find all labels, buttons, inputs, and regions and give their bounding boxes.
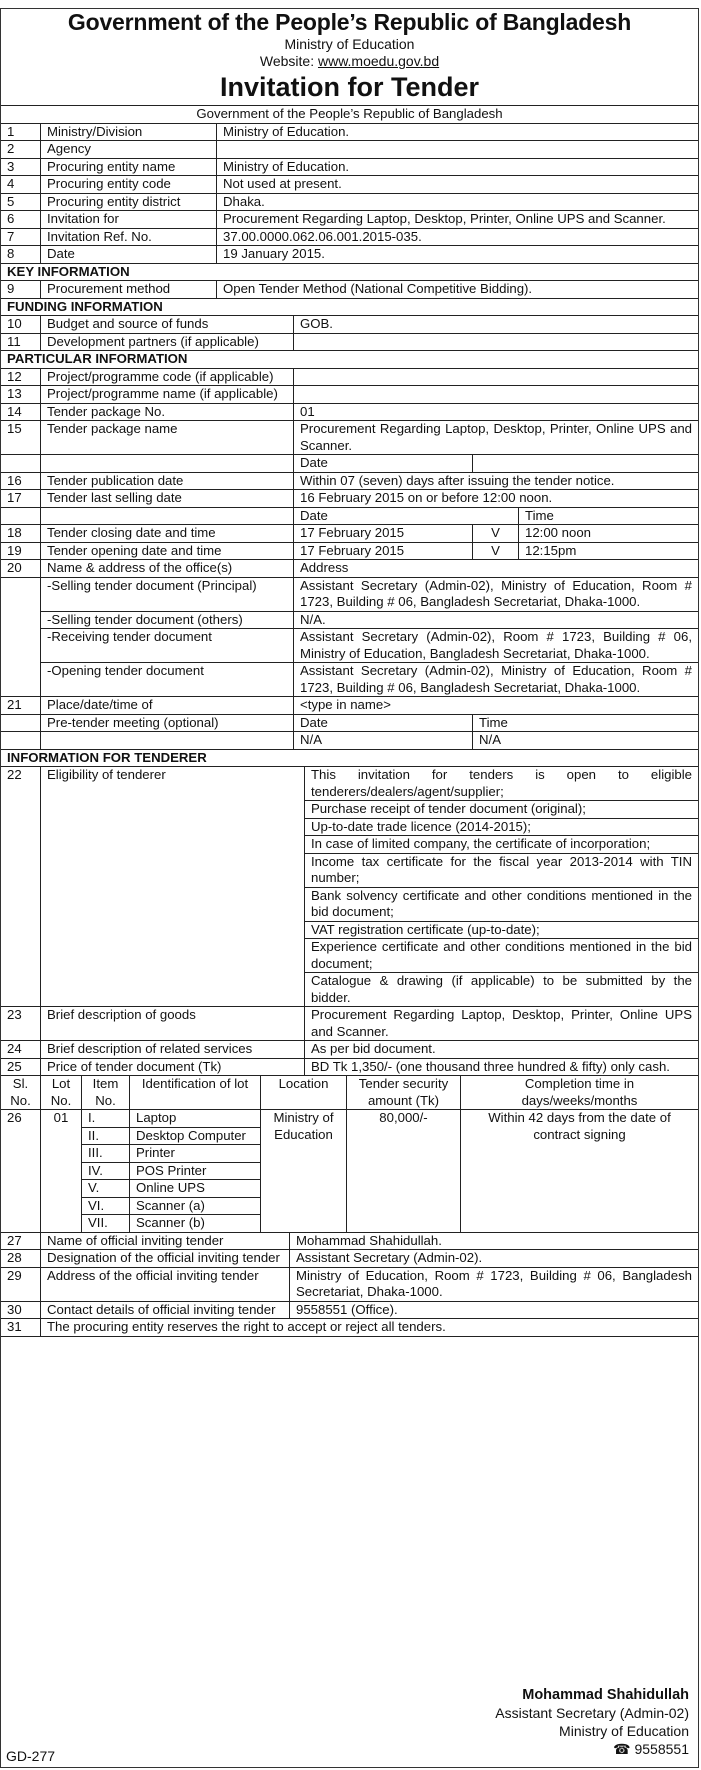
key-info-title: KEY INFORMATION [1,263,699,281]
row-label: Tender closing date and time [41,525,294,543]
row-value: Open Tender Method (National Competitive Bidding). [217,281,699,299]
item-name: Laptop [130,1110,261,1128]
row-num: 14 [1,403,41,421]
empty-cell [41,455,294,473]
row-5 [1,193,699,211]
row-label: Name & address of the office(s) [41,560,294,578]
row-label: Procuring entity name [41,158,217,176]
item-no: III. [82,1145,130,1163]
row-label: Project/programme code (if applicable) [41,368,294,386]
row-label: Ministry/Division [41,123,217,141]
row-value: Within 07 (seven) days after issuing the tender notice. [294,472,699,490]
row-num: 11 [1,333,41,351]
meeting-date: N/A [294,732,473,750]
office-rows [1,577,699,697]
empty-cell [1,714,41,732]
row-17 [1,490,699,508]
eligibility-item: This invitation for tenders is open to eligible tenderers/dealers/agent/supplier; [305,767,699,801]
row-value: Procurement Regarding Laptop, Desktop, Printer, Online UPS and Scanner. [305,1007,699,1041]
row-25 [1,1058,699,1076]
tenderer-title-row [1,749,699,767]
row-num: 3 [1,158,41,176]
item-header: Item No. [82,1076,130,1110]
signatory-name: Mohammad Shahidullah [522,1687,689,1703]
row-value: 16 February 2015 on or before 12:00 noon. [294,490,699,508]
office-label: -Selling tender document (Principal) [41,577,294,611]
row-label: Designation of the official inviting tender [41,1250,290,1268]
office-address: Assistant Secretary (Admin-02), Ministry of Education, Room # 1723, Building # 06, Bangladesh Secretariat, Dhaka-1000. [294,577,699,611]
office-label: -Selling tender document (others) [41,611,294,629]
website-line [0,53,699,70]
row-label: Address of the official inviting tender [41,1267,290,1301]
row-label: Tender last selling date [41,490,294,508]
eligibility-rows [1,767,699,1007]
row-label: Tender package No. [41,403,294,421]
item-no: V. [82,1180,130,1198]
row-label: Development partners (if applicable) [41,333,294,351]
sl-header: Sl. No. [1,1076,41,1110]
signatory-ministry: Ministry of Education [559,1723,689,1739]
closing-v: V [473,525,519,543]
row-11 [1,333,699,351]
row-28 [1,1250,699,1268]
office-row [1,577,699,611]
row-label: Contact details of official inviting tender [41,1301,290,1319]
item-name: Desktop Computer [130,1127,261,1145]
date-header: Date [294,714,473,732]
row-num: 30 [1,1301,41,1319]
row-23 [1,1007,699,1041]
row-6 [1,211,699,229]
item-no: VI. [82,1197,130,1215]
row-label: Project/programme name (if applicable) [41,386,294,404]
office-row [1,629,699,663]
row-value [294,333,699,351]
meeting-time: N/A [473,732,699,750]
item-name: Scanner (b) [130,1215,261,1233]
particular-title: PARTICULAR INFORMATION [1,351,699,369]
row-8 [1,246,699,264]
row-value: 19 January 2015. [217,246,699,264]
office-label: -Opening tender document [41,663,294,697]
row-num: 24 [1,1041,41,1059]
row-num: 27 [1,1232,41,1250]
notice-header [0,8,699,104]
row-num: 4 [1,176,41,194]
signature-block [495,1686,689,1758]
date-time-header-row [1,507,699,525]
item-name: Printer [130,1145,261,1163]
item-no: IV. [82,1162,130,1180]
row-19 [1,542,699,560]
office-row [1,663,699,697]
row-13 [1,386,699,404]
empty-cell [1,732,41,750]
row-num: 31 [1,1319,41,1337]
row-1 [1,123,699,141]
eligibility-item: Income tax certificate for the fiscal year 2013-2014 with TIN number; [305,853,699,887]
lot-security: 80,000/- [347,1110,461,1233]
particular-info-table [0,298,699,750]
office-label: -Receiving tender document [41,629,294,663]
row-num: 19 [1,542,41,560]
row-num: 28 [1,1250,41,1268]
row-value: Mohammad Shahidullah. [290,1232,699,1250]
row-num: 16 [1,472,41,490]
row-value: Procurement Regarding Laptop, Desktop, Printer, Online UPS and Scanner. [294,421,699,455]
row-2 [1,141,699,159]
closing-date: 17 February 2015 [294,525,473,543]
row-21a [1,697,699,715]
general-info-table [0,105,699,299]
row-num: 25 [1,1058,41,1076]
row-27 [1,1232,699,1250]
row-label: Invitation for [41,211,217,229]
row-14 [1,403,699,421]
row-value [294,386,699,404]
row-12 [1,368,699,386]
row-value: Ministry of Education, Room # 1723, Building # 06, Bangladesh Secretariat, Dhaka-1000. [290,1267,699,1301]
row-num: 15 [1,421,41,455]
row-num: 7 [1,228,41,246]
tenderer-info-table [0,749,699,1077]
row-label: Procuring entity code [41,176,217,194]
row-value: Ministry of Education. [217,123,699,141]
empty-cell [1,611,41,629]
lot-rows [1,1110,699,1233]
eligibility-row [1,767,699,801]
row-label: Date [41,246,217,264]
row-num: 9 [1,281,41,299]
row-num: 13 [1,386,41,404]
row-label: Invitation Ref. No. [41,228,217,246]
completion-header: Completion time in days/weeks/months [461,1076,699,1110]
empty-cell [41,732,294,750]
date-header-row [1,455,699,473]
item-no: I. [82,1110,130,1128]
row-29 [1,1267,699,1301]
eligibility-item: In case of limited company, the certificate of incorporation; [305,836,699,854]
row-value: BD Tk 1,350/- (one thousand three hundred & fifty) only cash. [305,1058,699,1076]
lot-cell: 01 [41,1110,82,1233]
tenderer-title: INFORMATION FOR TENDERER [1,749,699,767]
sl-cell: 26 [1,1110,41,1233]
row-21b [1,714,699,732]
row-value: Assistant Secretary (Admin-02). [290,1250,699,1268]
row-num: 22 [1,767,41,1007]
opening-v: V [473,542,519,560]
govt-row [1,106,699,124]
address-header: Address [294,560,699,578]
row-label: Name of official inviting tender [41,1232,290,1250]
date-header: Date [294,455,473,473]
row-3 [1,158,699,176]
row-label: Brief description of related services [41,1041,305,1059]
website-label: Website: [259,53,318,69]
row-7 [1,228,699,246]
empty-cell [41,507,294,525]
row-label: Procuring entity district [41,193,217,211]
row-num: 21 [1,697,41,715]
row-label: Pre-tender meeting (optional) [41,714,294,732]
office-row [1,611,699,629]
row-value [294,368,699,386]
time-header: Time [519,507,699,525]
signatory-phone-line [495,1740,689,1758]
row-label: Tender publication date [41,472,294,490]
row-label: Agency [41,141,217,159]
lot-item-row [1,1110,699,1128]
lot-header-row [1,1076,699,1110]
empty-cell [1,577,41,611]
row-num: 1 [1,123,41,141]
opening-time: 12:15pm [519,542,699,560]
eligibility-item: VAT registration certificate (up-to-date); [305,921,699,939]
eligibility-item: Catalogue & drawing (if applicable) to be submitted by the bidder. [305,973,699,1007]
office-address: Assistant Secretary (Admin-02), Room # 1723, Building # 06, Ministry of Education, Bangladesh Secretariat, Dhaka-1000. [294,629,699,663]
lot-table [0,1075,699,1233]
row-num: 8 [1,246,41,264]
item-no: VII. [82,1215,130,1233]
office-address: Assistant Secretary (Admin-02), Ministry of Education, Room # 1723, Building # 06, Bangladesh Secretariat, Dhaka-1000. [294,663,699,697]
particular-title-row [1,351,699,369]
row-value: Procurement Regarding Laptop, Desktop, Printer, Online UPS and Scanner. [217,211,699,229]
row-21c [1,732,699,750]
ministry-name: Ministry of Education [284,36,415,52]
row-24 [1,1041,699,1059]
row-label: Procurement method [41,281,217,299]
row-value: <type in name> [294,697,699,715]
row-label: Budget and source of funds [41,316,294,334]
row-value: Dhaka. [217,193,699,211]
eligibility-item: Bank solvency certificate and other conditions mentioned in the bid document; [305,887,699,921]
empty-cell [1,663,41,697]
office-address: N/A. [294,611,699,629]
row-4 [1,176,699,194]
empty-cell [1,507,41,525]
row-num: 10 [1,316,41,334]
doc-title: Invitation for Tender [219,72,479,102]
row-num: 17 [1,490,41,508]
row-value: 9558551 (Office). [290,1301,699,1319]
row-num: 18 [1,525,41,543]
row-20 [1,560,699,578]
row-9 [1,281,699,299]
official-table [0,1232,699,1337]
row-num: 5 [1,193,41,211]
item-no: II. [82,1127,130,1145]
govt-title: Government of the People’s Republic of Bangladesh [67,9,632,35]
govt-row-text: Government of the People’s Republic of Bangladesh [1,106,699,124]
row-label: Brief description of goods [41,1007,305,1041]
time-header: Time [473,714,699,732]
ident-header: Identification of lot [130,1076,261,1110]
tender-notice [0,8,699,1768]
signatory-designation: Assistant Secretary (Admin-02) [495,1705,689,1721]
security-header: Tender security amount (Tk) [347,1076,461,1110]
official-rows [1,1232,699,1319]
row-16 [1,472,699,490]
empty-cell [1,455,41,473]
empty-cell [473,455,699,473]
phone-icon: ☎ [613,1741,631,1757]
opening-date: 17 February 2015 [294,542,473,560]
row-label: Price of tender document (Tk) [41,1058,305,1076]
lot-location: Ministry of Education [261,1110,347,1233]
row-30 [1,1301,699,1319]
empty-cell [1,629,41,663]
row-31 [1,1319,699,1337]
funding-title: FUNDING INFORMATION [1,298,699,316]
item-name: POS Printer [130,1162,261,1180]
row-value: As per bid document. [305,1041,699,1059]
row-value: GOB. [294,316,699,334]
date-header: Date [294,507,519,525]
row-15 [1,421,699,455]
eligibility-item: Up-to-date trade licence (2014-2015); [305,818,699,836]
rows-a [1,123,699,263]
row-label: Tender opening date and time [41,542,294,560]
location-header: Location [261,1076,347,1110]
funding-title-row [1,298,699,316]
row-num: 23 [1,1007,41,1041]
row-label: Place/date/time of [41,697,294,715]
row-num: 29 [1,1267,41,1301]
row-num: 12 [1,368,41,386]
row-value: Not used at present. [217,176,699,194]
eligibility-item: Purchase receipt of tender document (original); [305,801,699,819]
closing-time: 12:00 noon [519,525,699,543]
row-num: 2 [1,141,41,159]
eligibility-item: Experience certificate and other conditions mentioned in the bid document; [305,939,699,973]
signatory-phone: 9558551 [634,1741,689,1757]
key-info-title-row [1,263,699,281]
row-10 [1,316,699,334]
row-text: The procuring entity reserves the right to accept or reject all tenders. [41,1319,699,1337]
row-num: 20 [1,560,41,578]
item-name: Online UPS [130,1180,261,1198]
row-value: 01 [294,403,699,421]
gd-code: GD-277 [6,1748,56,1764]
row-18 [1,525,699,543]
row-num: 6 [1,211,41,229]
lot-completion: Within 42 days from the date of contract signing [461,1110,699,1233]
website-link[interactable]: www.moedu.gov.bd [317,53,440,69]
row-value: 37.00.0000.062.06.001.2015-035. [217,228,699,246]
lot-header: Lot No. [41,1076,82,1110]
row-label: Tender package name [41,421,294,455]
row-label: Eligibility of tenderer [41,767,305,1007]
row-value: Ministry of Education. [217,158,699,176]
row-value [217,141,699,159]
item-name: Scanner (a) [130,1197,261,1215]
